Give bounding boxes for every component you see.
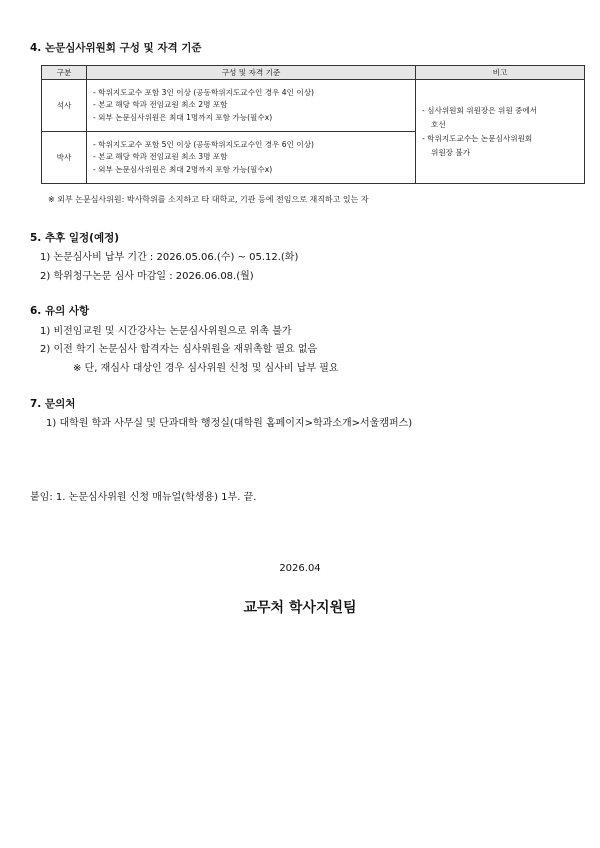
- section-4-heading: 4. 논문심사위원회 구성 및 자격 기준: [30, 42, 202, 54]
- section-6-heading: 6. 유의 사항: [30, 305, 90, 317]
- criteria-line: - 본교 해당 학과 전임교원 최소 2명 포함: [93, 100, 228, 110]
- issuer-name: 교무처 학사지원팀: [243, 600, 357, 616]
- remark-line: - 심사위원회 위원장은 위원 중에서: [422, 105, 538, 115]
- table-row-masters: [42, 80, 585, 132]
- caution-subnote: ※ 단, 재심사 대상인 경우 심사위원 신청 및 심사비 납부 필요: [73, 363, 339, 374]
- criteria-line: - 본교 해당 학과 전임교원 최소 3명 포함: [93, 152, 228, 162]
- header-remarks: 비고: [416, 66, 585, 80]
- schedule-item: 2) 학위청구논문 심사 마감일 : 2026.06.08.(월): [40, 271, 254, 282]
- caution-item: 2) 이전 학기 논문심사 합격자는 심사위원을 재위촉할 필요 없음: [40, 344, 318, 355]
- section-7-heading: 7. 문의처: [30, 398, 76, 410]
- remark-line: 위원장 불가: [431, 147, 471, 157]
- schedule-item: 1) 논문심사비 납부 기간 : 2026.05.06.(수) ~ 05.12.(화): [40, 252, 299, 263]
- criteria-line: - 외부 논문심사위원은 최대 2명까지 포함 가능(필수x): [93, 164, 273, 174]
- remarks-cell: [416, 80, 585, 184]
- caution-item: 1) 비전임교원 및 시간강사는 논문심사위원으로 위촉 불가: [40, 326, 292, 337]
- degree-doctoral: 박사: [42, 132, 87, 184]
- criteria-doctoral: [87, 132, 416, 184]
- criteria-line: - 학위지도교수 포함 5인 이상 (공동학위지도교수인 경우 6인 이상): [93, 139, 315, 149]
- degree-masters: 석사: [42, 80, 87, 132]
- contact-item: 1) 대학원 학과 사무실 및 단과대학 행정실(대학원 홈페이지>학과소개>서울캠퍼스): [46, 418, 413, 429]
- criteria-masters: [87, 80, 416, 132]
- remark-line: - 학위지도교수는 논문심사위원회: [422, 133, 533, 143]
- external-examiner-footnote: ※ 외부 논문심사위원: 박사학위를 소지하고 타 대학교, 기관 등에 전임으로 재직하고 있는 자: [48, 195, 369, 204]
- header-category: 구분: [42, 66, 87, 80]
- document-date: 2026.04: [279, 563, 321, 574]
- section-5-heading: 5. 추후 일정(예정): [30, 232, 120, 244]
- table-header-row: [42, 66, 585, 80]
- attachment-line: 붙임: 1. 논문심사위원 신청 매뉴얼(학생용) 1부. 끝.: [30, 492, 257, 503]
- header-criteria: 구성 및 자격 기준: [87, 66, 416, 80]
- criteria-line: - 학위지도교수 포함 3인 이상 (공동학위지도교수인 경우 4인 이상): [93, 87, 315, 97]
- criteria-line: - 외부 논문심사위원은 최대 1명까지 포함 가능(필수x): [93, 112, 273, 122]
- remark-line: 호선: [431, 119, 446, 129]
- criteria-table: [41, 65, 585, 184]
